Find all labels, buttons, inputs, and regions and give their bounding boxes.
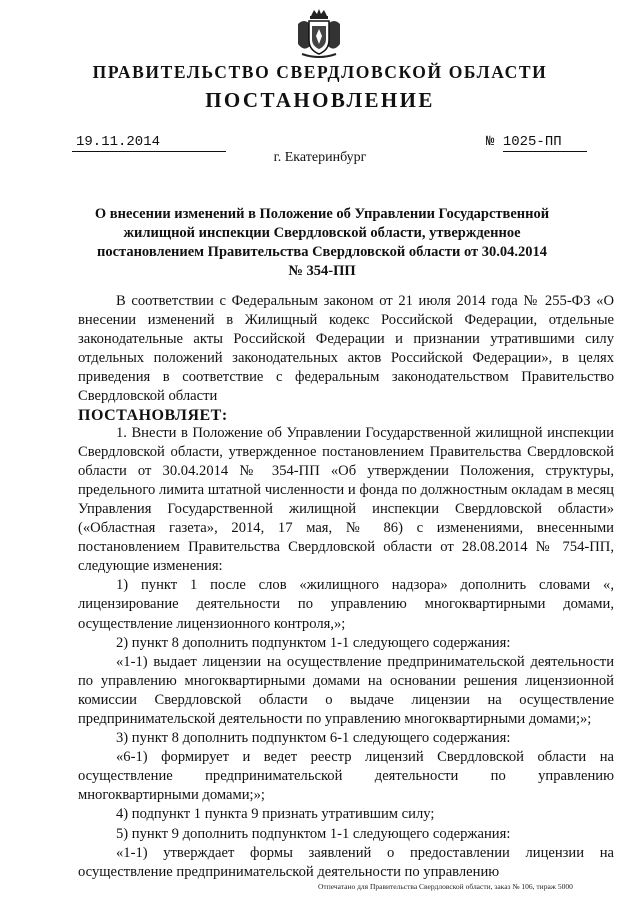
paragraph: 5) пункт 9 дополнить подпунктом 1-1 следующего содержания: — [116, 825, 511, 842]
paragraph: «1-1) утверждает формы заявлений о предоставлении лицензии на осуществление предпринимательской деятельности по управлению — [78, 844, 614, 880]
number-value: 1025-ПП — [503, 134, 587, 152]
coat-of-arms-icon — [296, 8, 342, 60]
government-name: ПРАВИТЕЛЬСТВО СВЕРДЛОВСКОЙ ОБЛАСТИ — [92, 62, 548, 82]
number-prefix: № — [486, 134, 495, 150]
print-footer: Отпечатано для Правительства Свердловской области, заказ № 106, тираж 5000 — [318, 882, 573, 891]
paragraph: «1-1) выдает лицензии на осуществление предпринимательской деятельности по управлению многоквартирными домами на основании решения лицензионной комиссии Свердловской области о выдаче лицензии на осуществление предпринимательской деятельности по управлению многоквартирными домами;»; — [78, 653, 614, 727]
document-title: О внесении изменений в Положение об Управлении Государственной жилищной инспекции Свердловской области, утвержденное постановлением Правительства Свердловской области от 30.04.2014 № 354-ПП — [94, 206, 550, 279]
preamble: В соответствии с Федеральным законом от 21 июля 2014 года № 255-ФЗ «О внесении изменений в Жилищный кодекс Российской Федерации, отдельные законодательные акты Российской Федерации и признании утратившими силу отдельных положений законодательных актов Российской Федерации», в целях приведения в соответствие с федеральным законодательством Правительство Свердловской области — [78, 293, 614, 405]
paragraph: 2) пункт 8 дополнить подпунктом 1-1 следующего содержания: — [116, 634, 511, 651]
paragraph: 4) подпункт 1 пункта 9 признать утратившим силу; — [116, 806, 435, 823]
decree-word: ПОСТАНОВЛЯЕТ: — [78, 406, 228, 424]
document-date: 19.11.2014 — [72, 134, 226, 152]
paragraph: 1. Внести в Положение об Управлении Государственной жилищной инспекции Свердловской области, утвержденное постановлением Правительства Свердловской области от 30.04.2014 № 354-ПП «Об утверждении Положения, структуры, предельного лимита штатной численности и фонда по должностным окладам в месяц Управления Государственной жилищной инспекции Свердловской области» («Областная газета», 2014, 17 мая, № 86) с изменениями, внесенными постановлением Правительства Свердловской области от 28.08.2014 № 754-ПП, следующие изменения: — [78, 424, 614, 575]
paragraph: 1) пункт 1 после слов «жилищного надзора» дополнить словами «, лицензирование деятельности по управлению многоквартирными домами, осуществление лицензионного контроля,»; — [78, 577, 614, 632]
paragraph: 3) пункт 8 дополнить подпунктом 6-1 следующего содержания: — [116, 730, 511, 747]
city-name: г. Екатеринбург — [273, 150, 367, 165]
paragraph: «6-1) формирует и ведет реестр лицензий Свердловской области на осуществление предпринимательской деятельности по управлению многоквартирными домами;»; — [78, 749, 614, 804]
document-type: ПОСТАНОВЛЕНИЕ — [205, 88, 435, 112]
document-body — [78, 292, 614, 882]
